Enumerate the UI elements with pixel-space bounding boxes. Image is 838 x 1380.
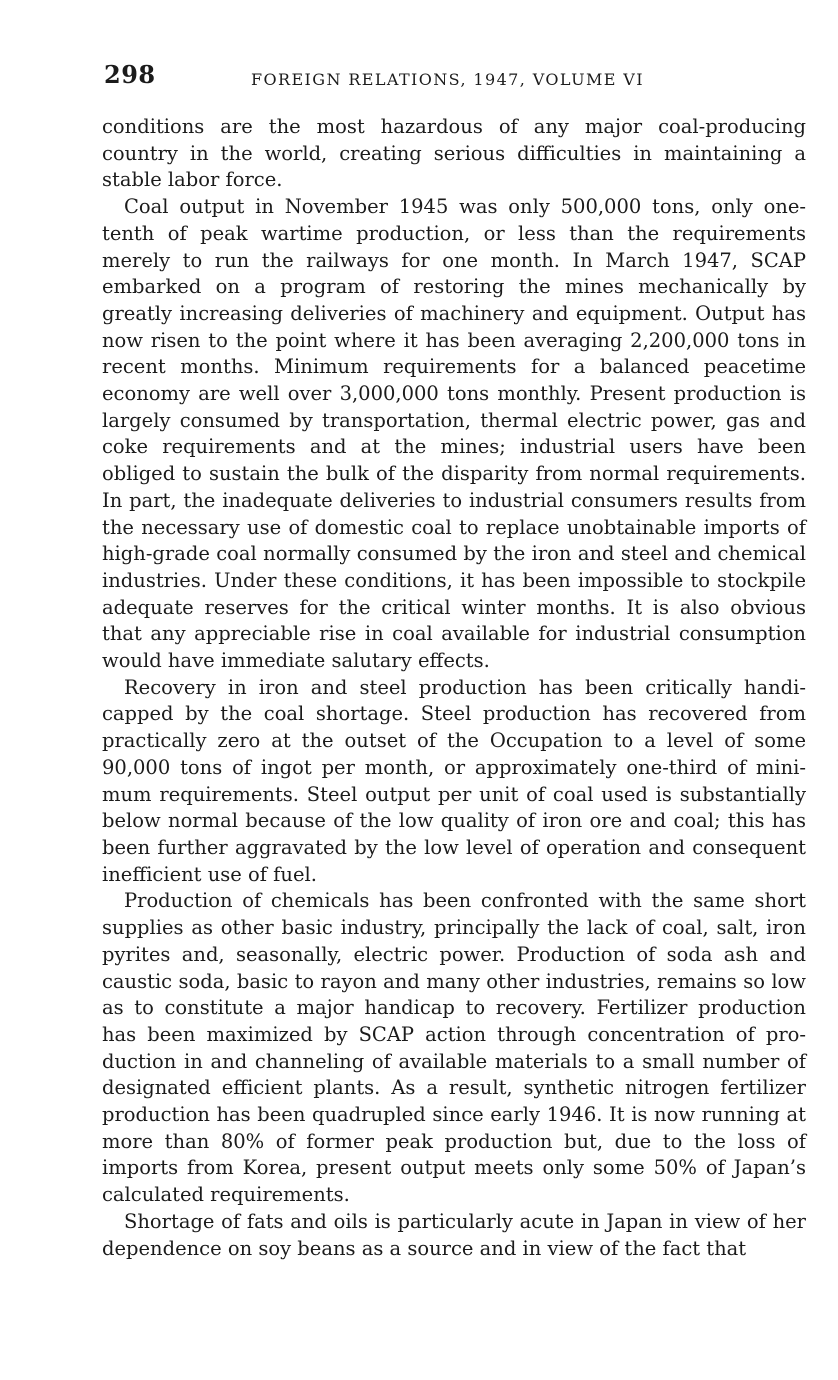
paragraph-chemicals: Production of chemicals has been confronted with the same short supplies as other basic industry, principally the lack of coal, salt, iron pyrites and, seasonally, electric power. Production of soda ash and caustic soda, basic to rayon and many other industries, remains so low as to constitute a major handicap to recovery. Fertilizer production has been maximized by SCAP action through concentration of production in and channeling of available materials to a small number of designated efficient plants. As a result, synthetic nitrogen fertilizer production has been quadrupled since early 1946. It is now running at more than 80% of former peak production but, due to the loss of imports from Korea, present output meets only some 50% of Japan’s calculated requirements.: [102, 889, 806, 1207]
paragraph-continued: conditions are the most hazardous of any major coal-producing country in the world, creating serious difficulties in maintaining a stable labor force.: [102, 115, 806, 192]
paragraph-iron-steel: Recovery in iron and steel production has been critically handicapped by the coal shortage. Steel production has recovered from practically zero at the outset of the Occupation to a level of some 90,000 tons of ingot per month, or approximately one-third of minimum requirements. Steel output per unit of coal used is substantially below normal because of the low quality of iron ore and coal; this has been further aggravated by the low level of operation and consequent inefficient use of fuel.: [102, 675, 806, 886]
paragraph-coal-output: Coal output in November 1945 was only 500,000 tons, only one-tenth of peak wartime production, or less than the requirements merely to run the railways for one month. In March 1947, SCAP embarked on a program of restoring the mines mechanically by greatly increasing deliveries of machinery and equipment. Output has now risen to the point where it has been averaging 2,200,000 tons in recent months. Minimum requirements for a balanced peacetime economy are well over 3,000,000 tons monthly. Present production is largely consumed by transportation, thermal electric power, gas and coke requirements and at the mines; industrial users have been obliged to sustain the bulk of the disparity from normal requirements. In part, the inadequate deliveries to industrial consumers results from the necessary use of domestic coal to replace unobtainable imports of high-grade coal normally consumed by the iron and steel and chemical industries. Under these conditions, it has been impossible to stockpile adequate reserves for the critical winter months. It is also obvious that any appreciable rise in coal available for industrial consumption would have immediate salutary effects.: [102, 195, 806, 673]
page-header: [104, 60, 804, 96]
page-number: 298: [104, 60, 156, 89]
body-text: [102, 114, 806, 1262]
running-head: FOREIGN RELATIONS, 1947, VOLUME VI: [251, 70, 644, 89]
paragraph-fats-oils: Shortage of fats and oils is particularly acute in Japan in view of her dependence on soy beans as a source and in view of the fact that: [102, 1209, 806, 1260]
